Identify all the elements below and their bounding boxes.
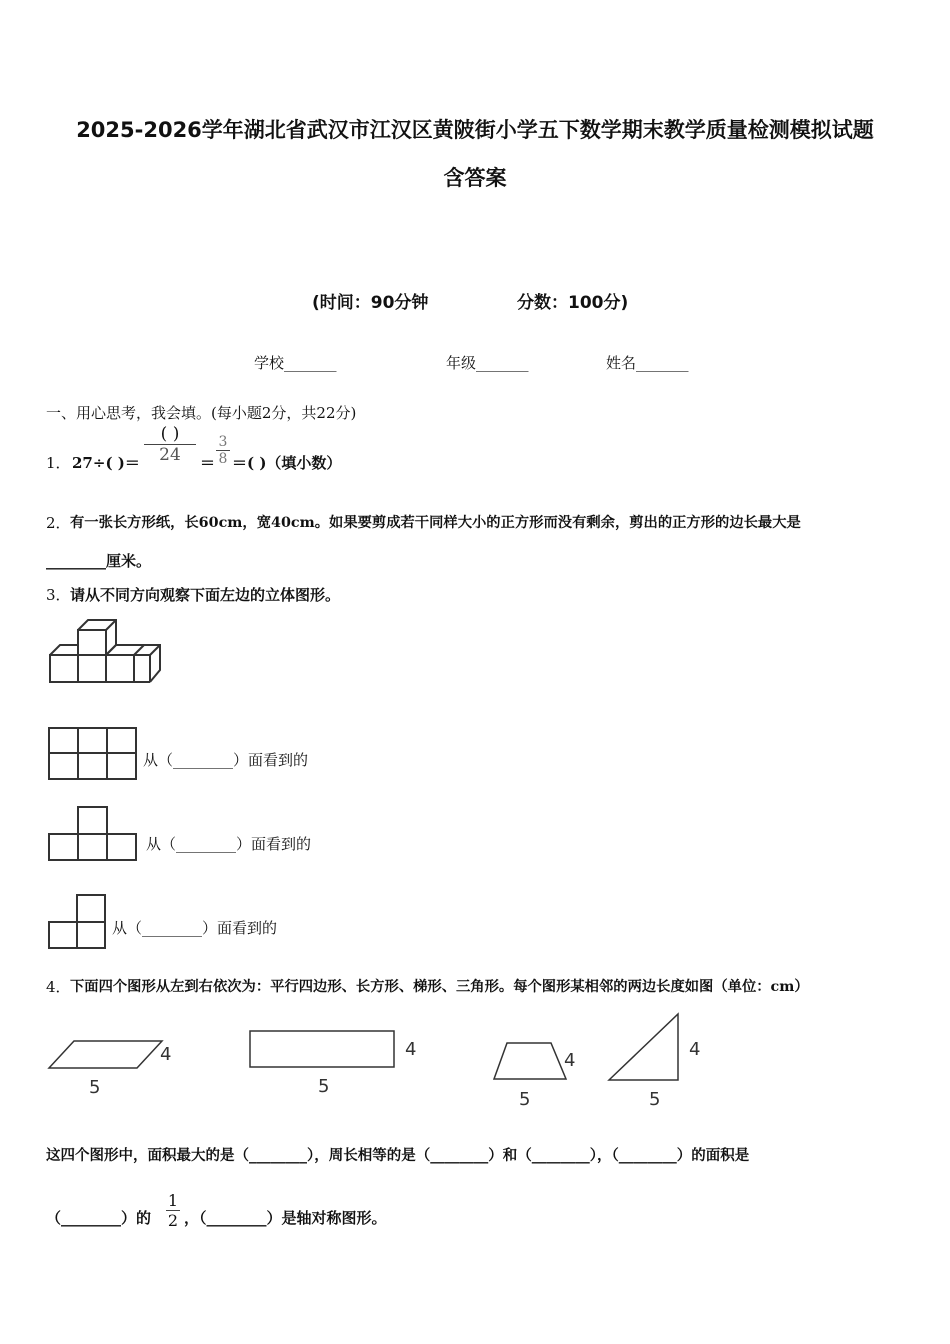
q4-question-line2a: （________）的 xyxy=(46,1209,152,1227)
q4-question-line1: 这四个图形中，面积最大的是（________），周长相等的是（________）和（________），（________）的面积是 xyxy=(46,1147,750,1164)
q1-fraction-1 xyxy=(144,424,196,465)
half-fraction xyxy=(166,1191,180,1230)
triangle-side-label: 4 xyxy=(689,1039,701,1060)
parallelogram-shape xyxy=(48,1040,164,1070)
parallelogram-side-label: 4 xyxy=(160,1044,172,1065)
q1-fraction-1-numerator: ( ) xyxy=(160,424,180,444)
triangle-shape xyxy=(608,1013,682,1083)
view-3-label: 从（________）面看到的 xyxy=(112,919,278,937)
view-3-grid xyxy=(48,894,108,950)
section-heading: 一、用心思考，我会填。(每小题2分，共22分) xyxy=(46,404,357,422)
trapezoid-base-label: 5 xyxy=(519,1089,531,1110)
q1-part2: ＝( )（填小数） xyxy=(232,454,342,472)
q2-text-line1: 有一张长方形纸，长60cm，宽40cm。如果要剪成若干同样大小的正方形而没有剩余，剪出的正方形的边长最大是 xyxy=(70,515,801,531)
q1-fraction-1-denominator: 24 xyxy=(159,445,181,465)
grade-field: 年级_______ xyxy=(446,354,529,372)
rectangle-base-label: 5 xyxy=(318,1076,330,1097)
q1-fraction-2-denominator: 8 xyxy=(218,451,228,467)
document-title-line2: 含答案 xyxy=(443,166,507,190)
q2-number: 2． xyxy=(46,514,71,532)
rectangle-side-label: 4 xyxy=(405,1039,417,1060)
exam-time: (时间：90分钟 xyxy=(312,293,429,313)
document-title-line1: 2025-2026学年湖北省武汉市江汉区黄陂街小学五下数学期末教学质量检测模拟试题 xyxy=(76,118,874,142)
q2-text-line2: ________厘米。 xyxy=(46,552,152,570)
name-field: 姓名_______ xyxy=(606,354,689,372)
triangle-base-label: 5 xyxy=(649,1089,661,1110)
view-1-grid xyxy=(48,727,138,781)
q1-fraction-2-numerator: 3 xyxy=(218,434,228,450)
solid-figure xyxy=(48,618,164,686)
q1-part1: 27÷( )＝ xyxy=(72,454,140,472)
q3-number: 3． xyxy=(46,586,71,604)
exam-score: 分数：100分) xyxy=(517,293,629,313)
q1-fraction-2 xyxy=(216,434,230,467)
view-2-label: 从（________）面看到的 xyxy=(146,835,312,853)
rectangle-shape xyxy=(249,1030,397,1070)
q4-text: 下面四个图形从左到右依次为：平行四边形、长方形、梯形、三角形。每个图形某相邻的两边长度如图（单位：cm） xyxy=(70,979,809,995)
trapezoid-side-label: 4 xyxy=(564,1050,576,1071)
q3-text: 请从不同方向观察下面左边的立体图形。 xyxy=(70,586,341,604)
q4-number: 4． xyxy=(46,978,71,996)
q1-equals: ＝ xyxy=(200,454,216,472)
view-1-label: 从（________）面看到的 xyxy=(143,751,309,769)
parallelogram-base-label: 5 xyxy=(89,1077,101,1098)
trapezoid-shape xyxy=(493,1042,569,1082)
view-2-grid xyxy=(48,806,138,862)
half-denominator: 2 xyxy=(167,1211,179,1230)
q4-question-line2b: ，（________）是轴对称图形。 xyxy=(184,1209,387,1227)
half-numerator: 1 xyxy=(167,1191,179,1210)
school-field: 学校_______ xyxy=(254,354,337,372)
q1-number: 1． xyxy=(46,454,71,472)
